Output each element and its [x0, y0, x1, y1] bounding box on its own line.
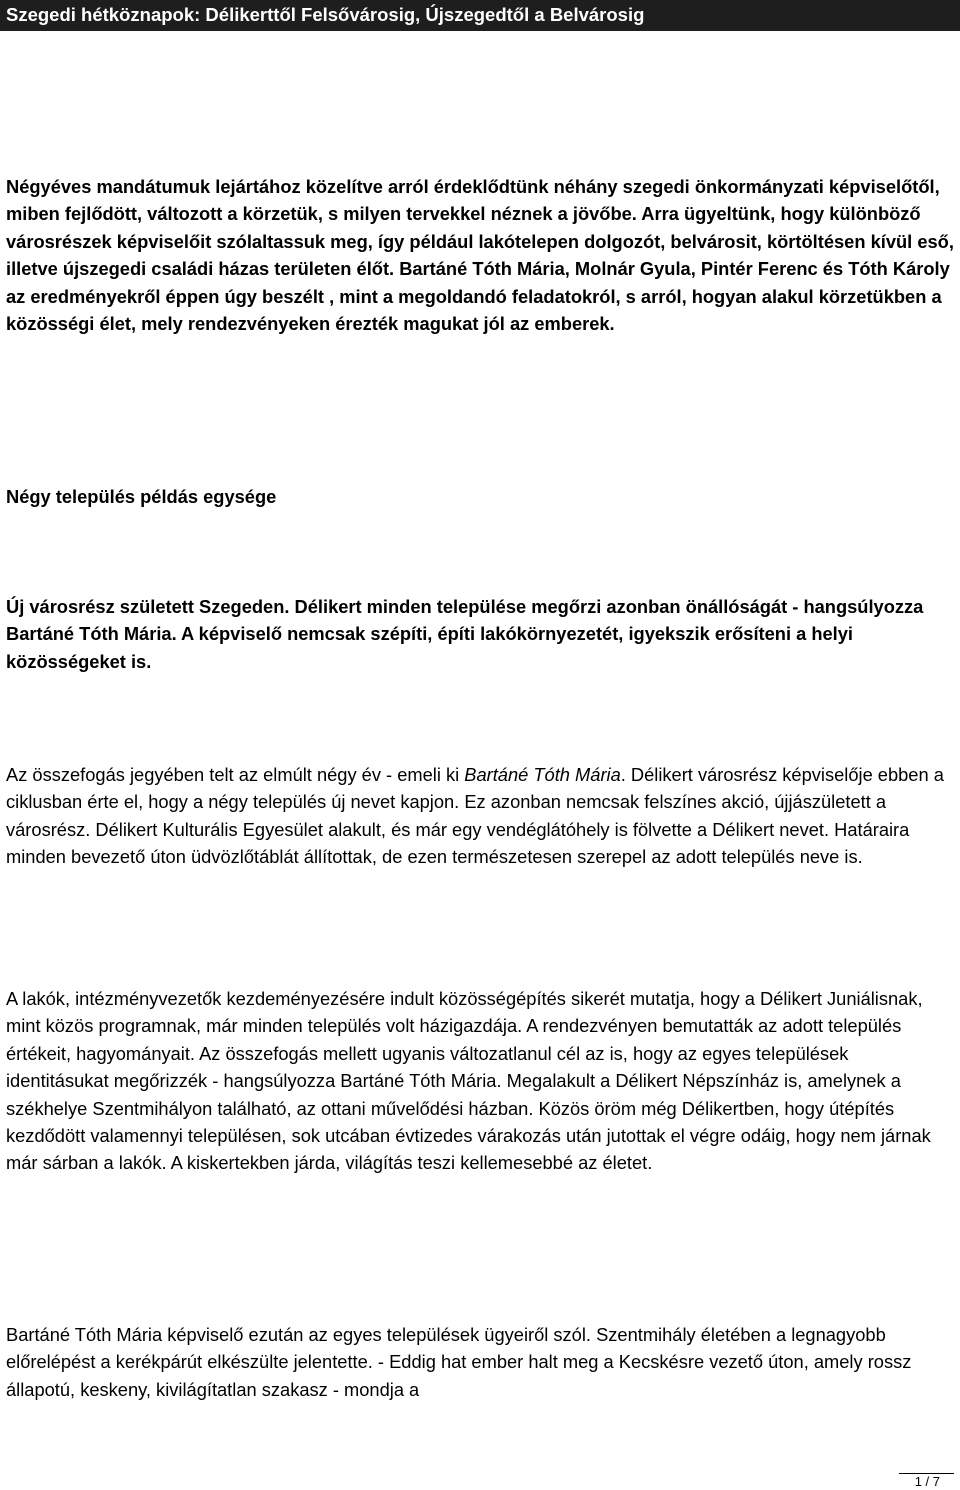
paragraph-1-text-start: Az összefogás jegyében telt az elmúlt négy év - emeli ki — [6, 764, 465, 785]
paragraph-1-emphasis: Bartáné Tóth Mária — [464, 764, 621, 785]
body-paragraph-2: A lakók, intézményvezetők kezdeményezésére indult közösségépítés sikerét mutatja, hogy a Délikert Juniálisnak, mint közös programnak, már minden település volt házigazdája. A rendezvényen bemutatták az adott település értékeit, hagyományait. Az összefogás mellett ugyanis változatlanul cél az is, hogy az egyes települések identitásukat megőrizzék - hangsúlyozza Bartáné Tóth Mária. Megalakult a Délikert Népszínház is, amelynek a székhelye Szentmihályon található, az ottani művelődési házban. Közös öröm még Délikertben, hogy útépítés kezdődött valamennyi településen, sok utcában évtizedes várakozás után jutottak el végre odáig, hogy nem járnak már sárban a lakók. A kiskertekben járda, világítás teszi kellemesebbé az életet. — [6, 988, 931, 1174]
lead-paragraph: Új városrész született Szegeden. Délikert minden települése megőrzi azonban önállóságát - hangsúlyozza Bartáné Tóth Mária. A képviselő nemcsak szépíti, építi lakókörnyezetét, igyekszik erősíteni a helyi közösségeket is. — [6, 596, 924, 672]
paragraph-1-text-end: . Délikert városrész képviselője ebben a ciklusban érte el, hogy a négy település új nevet kapjon. Ez azonban nemcsak felszínes akció, újjászületett a városrész. Délikert Kulturális Egyesület alakult, és már egy vendéglátóhely is fölvette a Délikert nevet. Határaira minden bevezető úton üdvözlőtáblát állítottak, de ezen természetesen szerepel az adott település neve is. — [6, 764, 944, 868]
section-heading: Négy település példás egysége — [6, 486, 277, 507]
document-title: Szegedi hétköznapok: Délikerttől Felsővárosig, Újszegedtől a Belvárosig — [6, 4, 645, 25]
body-paragraph-1 — [6, 761, 954, 871]
body-paragraph-3: Bartáné Tóth Mária képviselő ezután az egyes települések ügyeiről szól. Szentmihály életében a legnagyobb előrelépést a kerékpárút elkészülte jelentette. - Eddig hat ember halt meg a Kecskésre vezető úton, amely rossz állapotú, keskeny, kivilágítatlan szakasz - mondja a — [6, 1324, 912, 1400]
intro-paragraph: Négyéves mandátumuk lejártához közelítve arról érdeklődtünk néhány szegedi önkormányzati képviselőtől, miben fejlődött, változott a körzetük, s milyen tervekkel néznek a jövőbe. Arra ügyeltünk, hogy különböző városrészek képviselőit szólaltassuk meg, így például lakótelepen dolgozót, belvárosit, körtöltésen kívül eső, illetve újszegedi családi házas területen élőt. Bartáné Tóth Mária, Molnár Gyula, Pintér Ferenc és Tóth Károly az eredményekről éppen úgy beszélt , mint a megoldandó feladatokról, s arról, hogyan alakul körzetükben a közösségi élet, mely rendezvényeken érezték magukat jól az emberek. — [6, 176, 954, 335]
page-number: 1 / 7 — [914, 1474, 940, 1489]
document-header — [0, 0, 960, 31]
